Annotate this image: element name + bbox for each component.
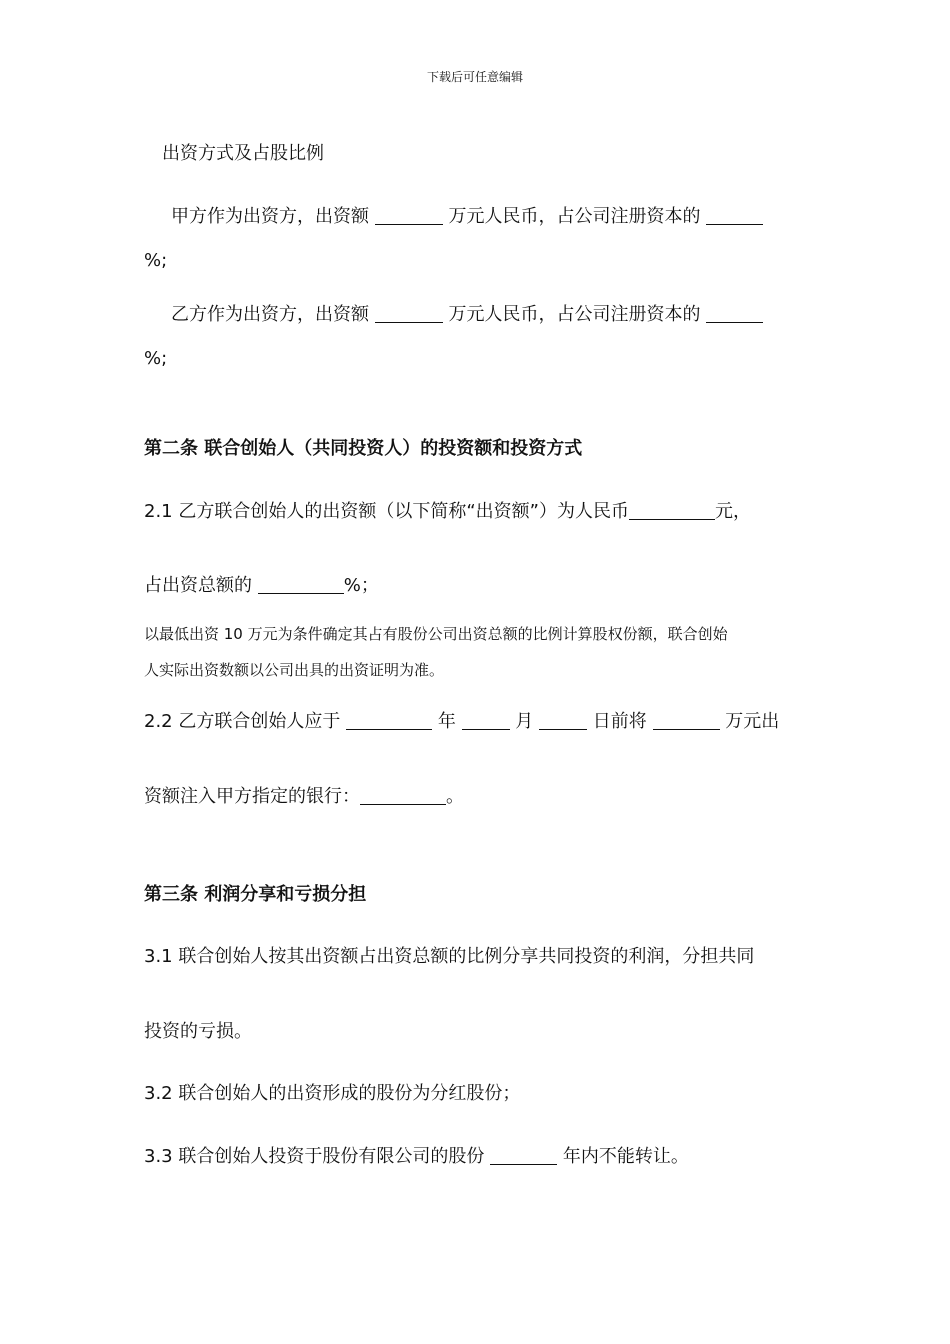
clause-2-2-prefix: 2.2 乙方联合创始人应于 <box>144 711 341 732</box>
investment-amount-blank[interactable] <box>629 501 715 520</box>
clause-3-3-prefix: 3.3 联合创始人投资于股份有限公司的股份 <box>144 1146 485 1167</box>
clause-2-1-currency-suffix: 元， <box>715 501 751 522</box>
party-b-amount-blank[interactable] <box>375 304 443 323</box>
transfer-amount-blank[interactable] <box>653 711 720 730</box>
note-line-1: 以最低出资 10 万元为条件确定其占有股份公司出资总额的比例计算股权份额，联合创始 <box>144 625 728 643</box>
day-label: 日前将 <box>592 711 647 732</box>
month-blank[interactable] <box>462 711 510 730</box>
party-a-amount-blank[interactable] <box>375 206 443 225</box>
bank-prefix: 资额注入甲方指定的银行： <box>144 786 360 807</box>
party-a-percent-blank[interactable] <box>706 206 763 225</box>
party-b-middle: 万元人民币，占公司注册资本的 <box>448 304 701 325</box>
clause-2-1-ratio-prefix: 占出资总额的 <box>144 575 252 596</box>
bank-suffix: 。 <box>446 786 464 807</box>
ratio-percent-blank[interactable] <box>258 575 344 594</box>
clause-3-1-line-1: 3.1 联合创始人按其出资额占出资总额的比例分享共同投资的利润，分担共同 <box>144 946 755 967</box>
party-b-percent-suffix: %; <box>144 348 168 369</box>
clause-2-2-line-2 <box>144 782 464 808</box>
day-blank[interactable] <box>539 711 587 730</box>
clause-2-1-line-1 <box>144 497 751 523</box>
party-a-clause <box>171 202 763 228</box>
year-label: 年 <box>437 711 456 732</box>
clause-3-3-suffix: 年内不能转让。 <box>562 1146 689 1167</box>
party-b-prefix: 乙方作为出资方，出资额 <box>171 304 369 325</box>
party-a-middle: 万元人民币，占公司注册资本的 <box>448 206 701 227</box>
clause-3-2: 3.2 联合创始人的出资形成的股份为分红股份； <box>144 1083 521 1104</box>
section-title: 出资方式及占股比例 <box>162 143 324 164</box>
clause-3-3 <box>144 1142 689 1168</box>
party-a-prefix: 甲方作为出资方，出资额 <box>171 206 369 227</box>
party-b-percent-blank[interactable] <box>706 304 763 323</box>
month-label: 月 <box>515 711 534 732</box>
party-a-percent-suffix: %; <box>144 250 168 271</box>
clause-2-1-prefix: 2.1 乙方联合创始人的出资额（以下简称“出资额”）为人民币 <box>144 501 629 522</box>
page-header: 下载后可任意编辑 <box>426 70 523 84</box>
clause-2-1-ratio-suffix: %； <box>343 575 379 596</box>
note-line-2: 人实际出资数额以公司出具的出资证明为准。 <box>144 661 445 679</box>
clause-2-2-line-1 <box>144 707 779 733</box>
clause-3-1-line-2: 投资的亏损。 <box>144 1021 252 1042</box>
clause-2-1-line-2 <box>144 571 379 597</box>
clause-2-2-amount-suffix: 万元出 <box>725 711 780 732</box>
bank-blank[interactable] <box>360 786 446 805</box>
lockup-years-blank[interactable] <box>490 1146 557 1165</box>
party-b-clause <box>171 300 763 326</box>
article-3-heading: 第三条 利润分享和亏损分担 <box>144 884 367 905</box>
article-2-heading: 第二条 联合创始人（共同投资人）的投资额和投资方式 <box>144 438 583 459</box>
year-blank[interactable] <box>346 711 432 730</box>
